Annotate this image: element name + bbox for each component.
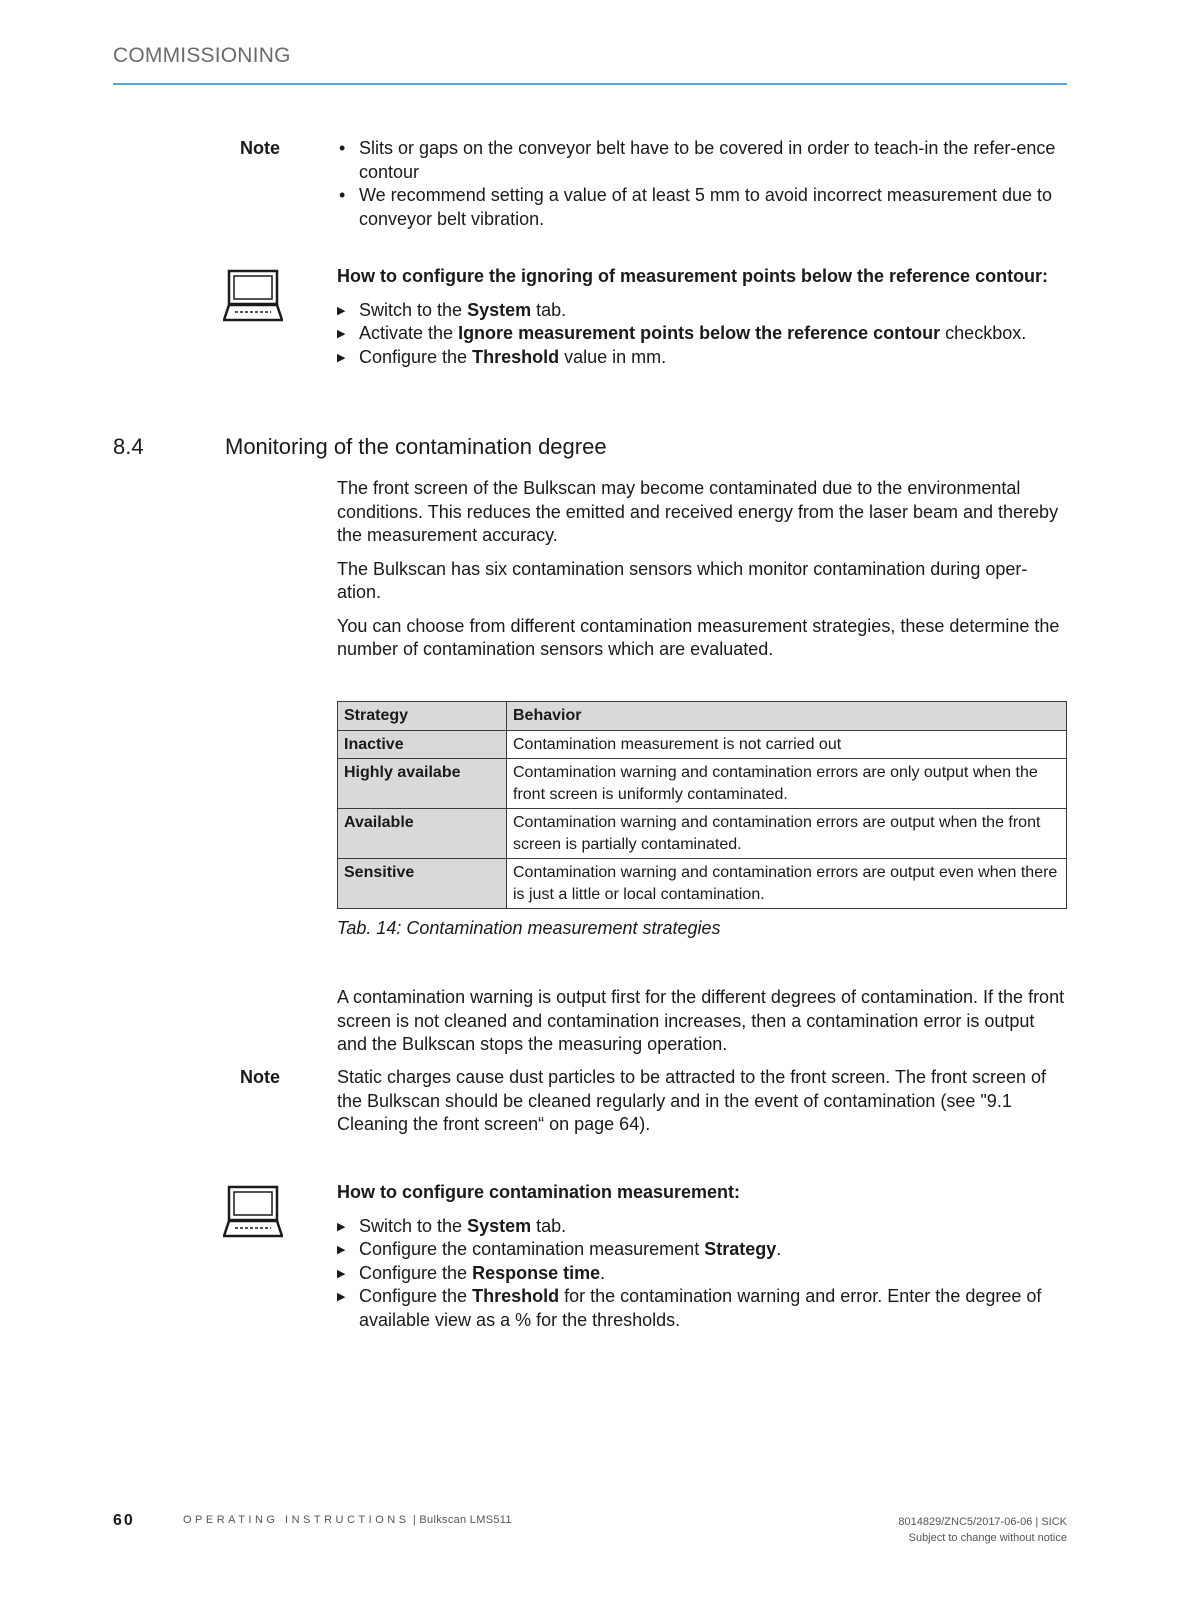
table-caption: Tab. 14: Contamination measurement strategies bbox=[337, 918, 721, 938]
section-title: Monitoring of the contamination degree bbox=[225, 434, 607, 459]
header-divider bbox=[113, 83, 1067, 85]
note-bullets bbox=[337, 137, 1069, 231]
product-name: Bulkscan LMS511 bbox=[419, 1514, 512, 1526]
step-item: ▶ Configure the Threshold value in mm. bbox=[337, 346, 1069, 370]
column-header-strategy: Strategy bbox=[338, 702, 507, 731]
table-row bbox=[338, 759, 1067, 809]
after-table-paragraph bbox=[337, 986, 1069, 1067]
footer-document-info bbox=[183, 1514, 512, 1526]
page-number: 60 bbox=[113, 1512, 135, 1529]
header-title: COMMISSIONING bbox=[113, 44, 291, 67]
behavior-cell: Contamination measurement is not carried out bbox=[507, 730, 1067, 759]
note-label: Note bbox=[240, 1067, 280, 1087]
paragraph: The front screen of the Bulkscan may become contaminated due to the environmental conditions. This reduces the emitted and received energy from the laser beam and thereby the measurement accuracy. bbox=[337, 478, 1059, 545]
table-header-row bbox=[338, 702, 1067, 731]
doc-type: OPERATING INSTRUCTIONS bbox=[183, 1514, 410, 1526]
table-row bbox=[338, 809, 1067, 859]
computer-icon bbox=[223, 268, 283, 324]
note-text bbox=[337, 1066, 1069, 1147]
behavior-cell: Contamination warning and contamination errors are output even when there is just a little or local contamination. bbox=[507, 859, 1067, 909]
footer-separator: | bbox=[412, 1514, 417, 1526]
paragraph: You can choose from different contamination measurement strategies, these determine the number of contamination sensors which are evaluated. bbox=[337, 615, 1060, 659]
section-number: 8.4 bbox=[113, 434, 144, 459]
strategy-cell: Sensitive bbox=[338, 859, 507, 909]
paragraph: A contamination warning is output first for the different degrees of contamination. If the front screen is not cleaned and contamination increases, then a contamination error is output and the Bulkscan stops the measuring operation. bbox=[337, 987, 1065, 1054]
howto-title: How to configure contamination measurement: bbox=[337, 1182, 741, 1202]
howto-configure-ignore bbox=[337, 265, 1069, 369]
paragraph: Static charges cause dust particles to be attracted to the front screen. The front screen of the Bulkscan should be cleaned regularly and in the event of contamination (see "9.1 Cleaning the front screen“ on page 64). bbox=[337, 1067, 1047, 1134]
step-item: ▶ Switch to the System tab. bbox=[337, 1215, 1069, 1239]
note-label: Note bbox=[240, 138, 280, 158]
step-item: ▶ Configure the Response time. bbox=[337, 1262, 1069, 1286]
strategy-cell: Highly availabe bbox=[338, 759, 507, 809]
column-header-behavior: Behavior bbox=[507, 702, 1067, 731]
change-notice: Subject to change without notice bbox=[908, 1532, 1067, 1544]
computer-icon bbox=[223, 1184, 283, 1240]
footer-right bbox=[898, 1514, 1067, 1546]
step-item: ▶ Configure the Threshold for the contamination warning and error. Enter the degree of available view as a % for the thresholds. bbox=[337, 1285, 1069, 1332]
step-item: ▶ Switch to the System tab. bbox=[337, 299, 1069, 323]
strategy-cell: Available bbox=[338, 809, 507, 859]
note-bullet: • Slits or gaps on the conveyor belt have to be covered in order to teach-in the refer-ence contour bbox=[337, 137, 1069, 184]
behavior-cell: Contamination warning and contamination errors are output when the front screen is partially contaminated. bbox=[507, 809, 1067, 859]
section-body bbox=[337, 477, 1069, 672]
step-item: ▶ Configure the contamination measurement Strategy. bbox=[337, 1238, 1069, 1262]
strategies-table bbox=[337, 701, 1067, 909]
doc-id: 8014829/ZNC5/2017-06-06 | SICK bbox=[898, 1516, 1067, 1528]
step-item: ▶ Activate the Ignore measurement points below the reference contour checkbox. bbox=[337, 322, 1069, 346]
table-row bbox=[338, 730, 1067, 759]
note-bullet: • We recommend setting a value of at least 5 mm to avoid incorrect measurement due to conveyor belt vibration. bbox=[337, 184, 1069, 231]
howto-title: How to configure the ignoring of measurement points below the reference contour: bbox=[337, 266, 1049, 286]
behavior-cell: Contamination warning and contamination errors are only output when the front screen is uniformly contaminated. bbox=[507, 759, 1067, 809]
howto-configure-contamination bbox=[337, 1181, 1069, 1332]
paragraph: The Bulkscan has six contamination sensors which monitor contamination during oper-ation. bbox=[337, 558, 1028, 602]
strategy-cell: Inactive bbox=[338, 730, 507, 759]
table-row bbox=[338, 859, 1067, 909]
